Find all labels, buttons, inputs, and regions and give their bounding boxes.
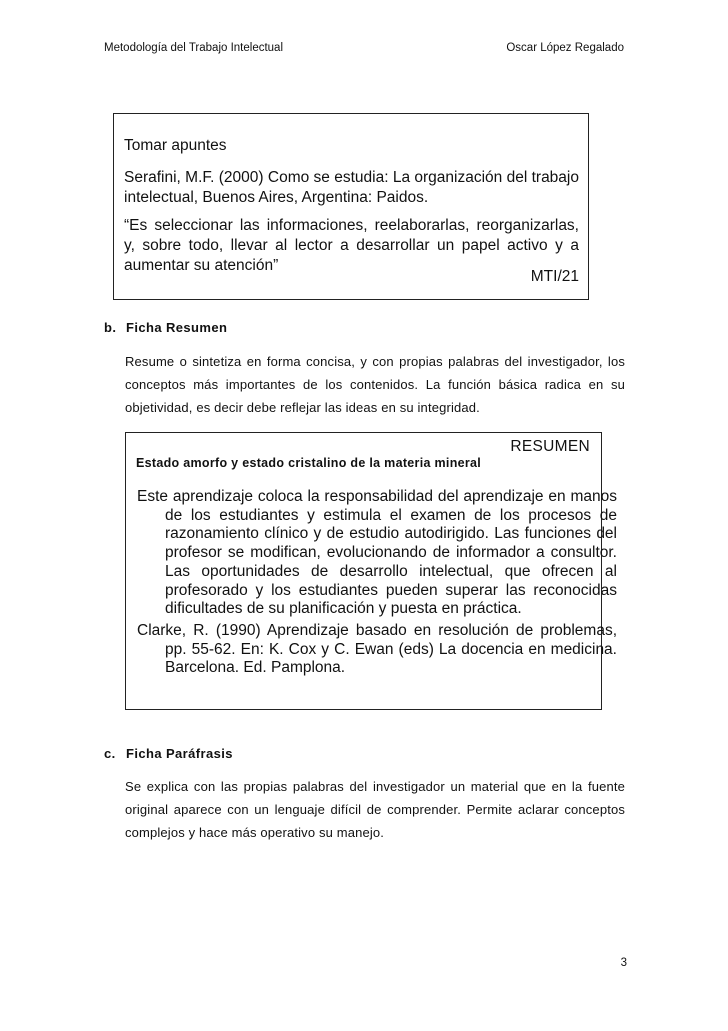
card-resumen-body: Este aprendizaje coloca la responsabilidad del aprendizaje en manos de los estudiantes y estimula el examen de los procesos de razonamiento clínico y de estudio autodirigido. Las funciones del profesor se modifican, evolucionando de informador a consultor. Las oportunidades de desarrollo intelectual, que ofrecen al profesorado y los estudiantes pueden superar las reconocidas dificultades de su planificación y puesta en práctica. [137,488,617,618]
section-b-paragraph: Resume o sintetiza en forma concisa, y con propias palabras del investigador, los conceptos más importantes de los contenidos. La función básica radica en su objetividad, es decir debe reflejar las ideas en su integridad. [125,354,625,415]
section-b-title: Ficha Resumen [126,320,228,335]
running-header-left: Metodología del Trabajo Intelectual [104,42,284,54]
page-number: 3 [620,957,627,969]
section-b-heading [104,320,227,335]
section-c-paragraph: Se explica con las propias palabras del investigador un material que en la fuente original aparece con un lenguaje difícil de comprender. Permite aclarar conceptos complejos y hace más operativo su manejo. [125,779,625,840]
card-apuntes-citation: Serafini, M.F. (2000) Como se estudia: La organización del trabajo intelectual, Buenos Aires, Argentina: Paidos. [124,169,579,206]
card-apuntes-code: MTI/21 [530,268,579,285]
card-resumen-reference: Clarke, R. (1990) Aprendizaje basado en resolución de problemas, pp. 55-62. En: K. Cox y C. Ewan (eds) La docencia en medicina. Barcelona. Ed. Pamplona. [137,622,617,677]
section-c-title: Ficha Paráfrasis [126,746,233,761]
card-apuntes-quote: “Es seleccionar las informaciones, reelaborarlas, reorganizarlas, y, sobre todo, llevar al lector a desarrollar un papel activo y a aumentar su atención” [124,217,579,274]
card-apuntes-title: Tomar apuntes [124,137,227,154]
section-c-letter: c. [104,746,116,761]
section-b-letter: b. [104,320,117,335]
card-resumen-title: Estado amorfo y estado cristalino de la materia mineral [136,456,482,470]
running-header-right: Oscar López Regalado [506,42,624,54]
card-resumen-label: RESUMEN [510,438,590,455]
section-c-heading [104,746,233,761]
